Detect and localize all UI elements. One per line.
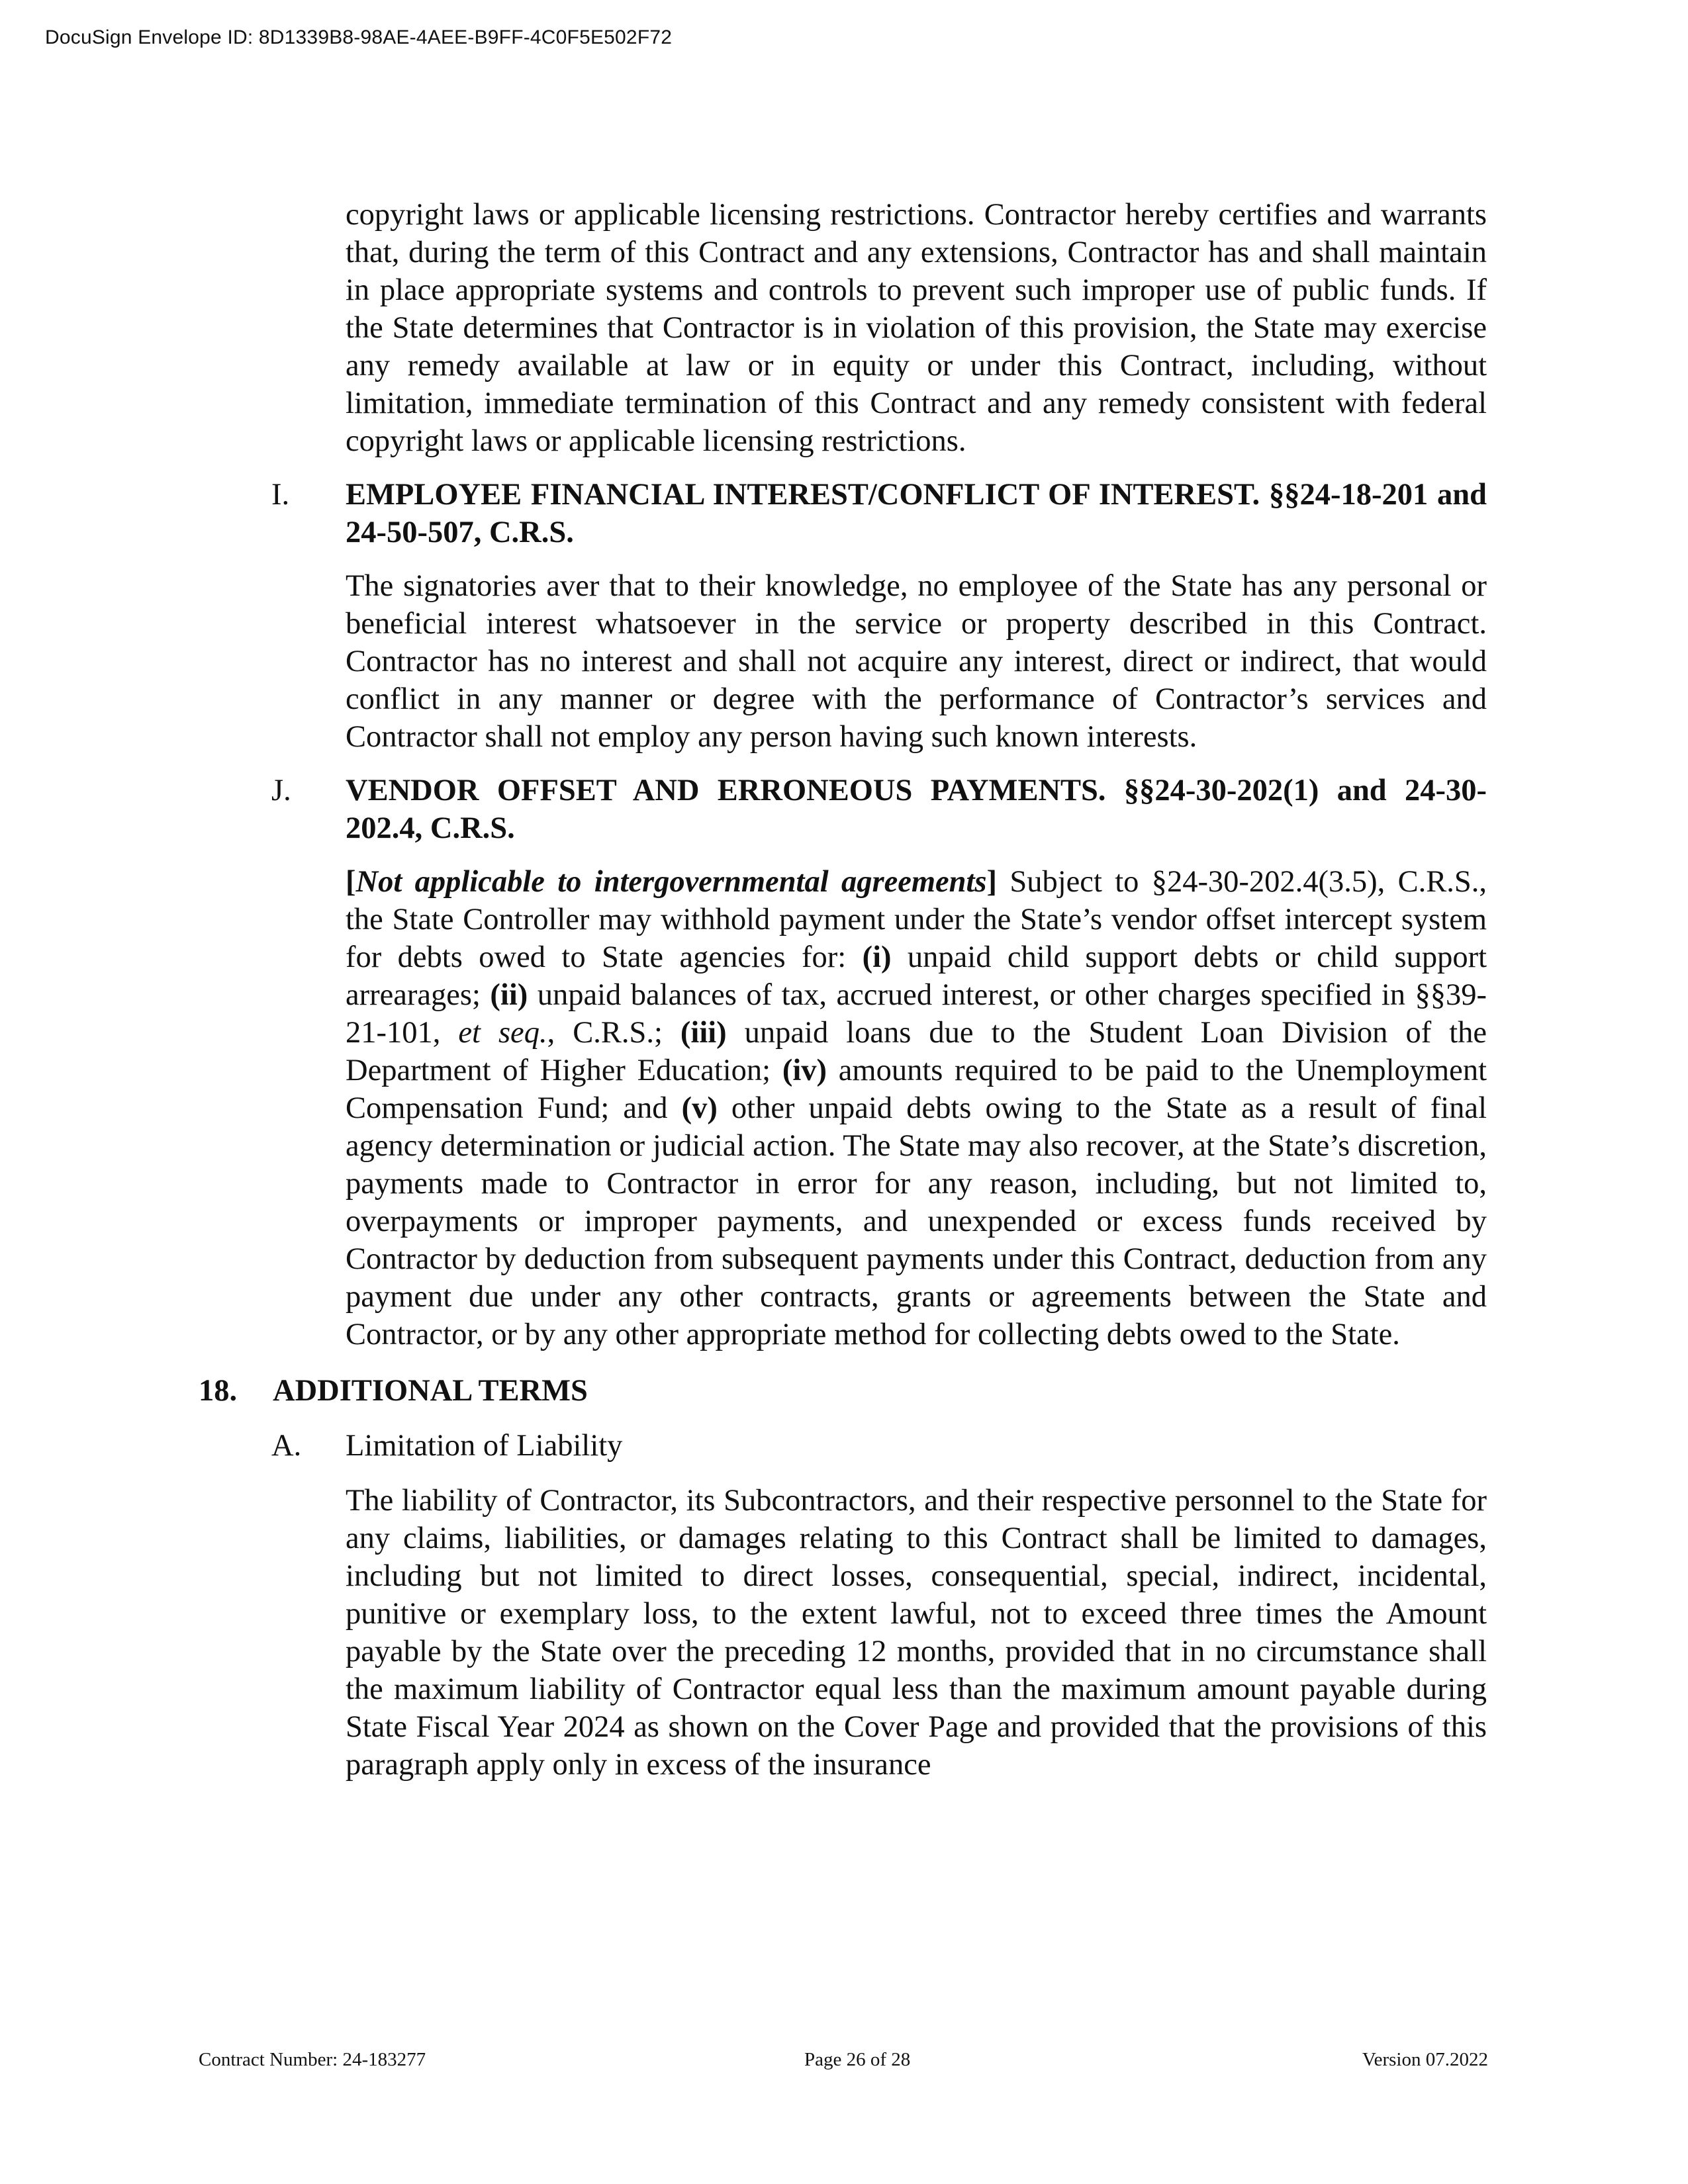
limitation-of-liability-body: The liability of Contractor, its Subcontractors, and their respective personnel to the State for any claims, liabilities, or damages relating to this Contract shall be limited to damages, including but not limited to direct losses, consequential, special, indirect, incidental, punitive or exemplary loss, to the extent lawful, not to exceed three times the Amount payable by the State over the preceding 12 months, provided that in no circumstance shall the maximum liability of Contractor equal less than the maximum amount payable during State Fiscal Year 2024 as shown on the Cover Page and provided that the provisions of this paragraph apply only in excess of the insurance — [346, 1484, 1487, 1782]
footer-version: Version 07.2022 — [1362, 2049, 1488, 2070]
section-j-body — [346, 863, 1487, 1353]
article-18-heading — [199, 1372, 1487, 1410]
section-j-heading — [271, 772, 1487, 847]
section-j-text-6: amounts required to be paid to the Unemployment Compensation Fund; and — [346, 1054, 1487, 1125]
section-j-number: J. — [271, 774, 291, 807]
section-j-text-7: other unpaid debts owing to the State as a result of final agency determination or judicial action. The State may also recover, at the State’s discretion, payments made to Contractor in error for any reason, including, but not limited to, overpayments or improper payments, and unexpended or excess funds received by Contractor by deduction from subsequent payments under this Contract, deduction from any payment due under any other contracts, grants or agreements between the State and Contractor, or by any other appropriate method for collecting debts owed to the State. — [346, 1091, 1487, 1351]
section-i-number: I. — [271, 478, 290, 512]
section-j-text-1: Subject to §24-30-202.4(3.5), C.R.S., the State Controller may withhold payment under the State’s vendor offset intercept system for debts owed to State agencies for: — [346, 865, 1487, 974]
bracket-open: [ — [346, 865, 356, 899]
not-applicable-note: Not applicable to intergovernmental agreements — [355, 865, 987, 899]
section-i-title: EMPLOYEE FINANCIAL INTEREST/CONFLICT OF INTEREST. §§24-18-201 and 24-50-507, C.R.S. — [346, 478, 1487, 549]
section-j-text-3: unpaid balances of tax, accrued interest, or other charges specified in §§39-21-101, — [346, 978, 1487, 1050]
marker-i: (i) — [862, 940, 892, 974]
subsection-a-title: Limitation of Liability — [346, 1429, 623, 1463]
subsection-a-heading — [271, 1427, 1487, 1465]
et-seq: et seq. — [458, 1016, 547, 1050]
article-18-title: ADDITIONAL TERMS — [273, 1374, 588, 1408]
bracket-close: ] — [986, 865, 998, 899]
subsection-a-number: A. — [271, 1429, 302, 1463]
marker-v: (v) — [681, 1091, 718, 1125]
marker-iii: (iii) — [680, 1016, 727, 1050]
section-j-text-2: unpaid child support debts or child support arrearages; — [346, 940, 1487, 1012]
marker-iv: (iv) — [782, 1054, 827, 1087]
continuation-paragraph: copyright laws or applicable licensing restrictions. Contractor hereby certifies and warrants that, during the term of this Contract and any extensions, Contractor has and shall maintain in place appropriate systems and controls to prevent such improper use of public funds. If the State determines that Contractor is in violation of this provision, the State may exercise any remedy available at law or in equity or under this Contract, including, without limitation, immediate termination of this Contract and any remedy consistent with federal copyright laws or applicable licensing restrictions. — [346, 198, 1487, 458]
section-j-text-5: unpaid loans due to the Student Loan Division of the Department of Higher Education; — [346, 1016, 1487, 1087]
section-j-title: VENDOR OFFSET AND ERRONEOUS PAYMENTS. §§24-30-202(1) and 24-30-202.4, C.R.S. — [346, 774, 1487, 845]
section-j-text-4: , C.R.S.; — [547, 1016, 680, 1050]
document-body — [199, 196, 1487, 1784]
article-18-number: 18. — [199, 1374, 238, 1408]
footer-page-number: Page 26 of 28 — [804, 2049, 911, 2070]
marker-ii: (ii) — [490, 978, 528, 1012]
docusign-envelope-id: DocuSign Envelope ID: 8D1339B8-98AE-4AEE-B9FF-4C0F5E502F72 — [45, 26, 673, 48]
section-i-body: The signatories aver that to their knowledge, no employee of the State has any personal or beneficial interest whatsoever in the service or property described in this Contract. Contractor has no interest and shall not acquire any interest, direct or indirect, that would conflict in any manner or degree with the performance of Contractor’s services and Contractor shall not employ any person having such known interests. — [346, 569, 1487, 754]
section-i-heading — [271, 476, 1487, 551]
footer-contract-number: Contract Number: 24-183277 — [199, 2049, 426, 2070]
